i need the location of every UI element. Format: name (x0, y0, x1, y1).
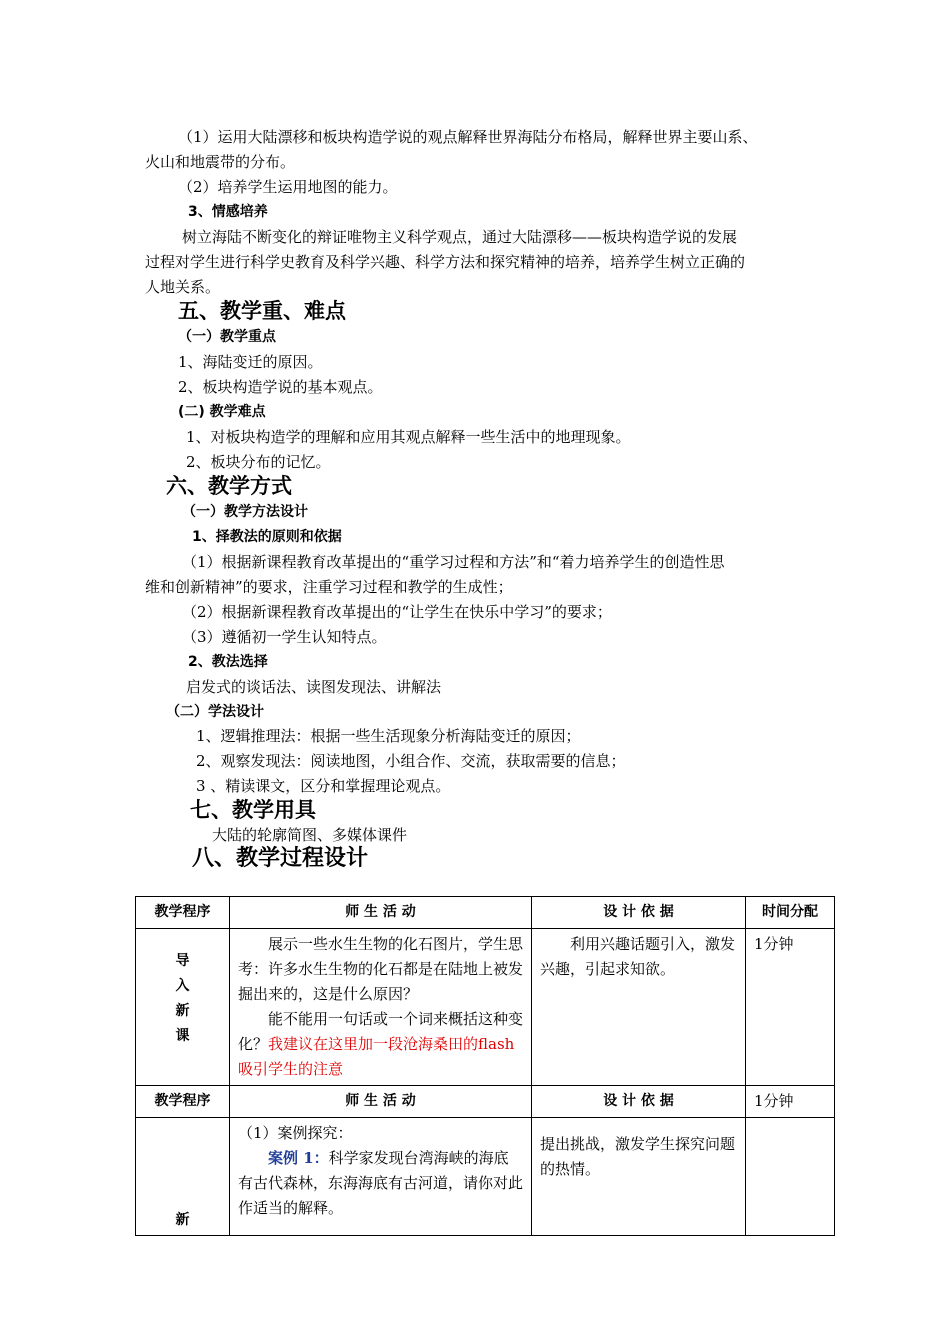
stage-char: 课 (175, 1028, 190, 1044)
study-method-3: 3 、精读课文，区分和掌握理论观点。 (196, 777, 451, 795)
method-design-heading: （一）教学方法设计 (182, 504, 308, 520)
header-time: 时间分配 (746, 897, 835, 929)
study-method-2: 2、观察发现法：阅读地图，小组合作、交流，获取需要的信息； (196, 752, 626, 770)
activity-new (230, 1118, 532, 1236)
header-basis: 设 计 依 据 (532, 897, 746, 929)
method-choice-text: 启发式的谈话法、读图发现法、讲解法 (186, 678, 442, 696)
activity-intro-p2 (238, 1007, 523, 1082)
teaching-tools-text: 大陆的轮廓简图、多媒体课件 (212, 826, 408, 844)
study-method-1: 1、逻辑推理法：根据一些生活现象分析海陆变迁的原因； (196, 727, 581, 745)
table-row-new (136, 1118, 835, 1236)
method-choice-heading: 2、教法选择 (188, 654, 268, 670)
time-intro: 1分钟 (746, 929, 835, 1086)
basis-new (532, 1118, 746, 1236)
emotion-line-1: 树立海陆不断变化的辩证唯物主义科学观点，通过大陆漂移——板块构造学说的发展 (182, 228, 738, 246)
stage-char: 导 (175, 953, 190, 969)
skill-item-1-line-1: （1）运用大陆漂移和板块构造学说的观点解释世界海陆分布格局，解释世界主要山系、 (178, 128, 758, 146)
section-5-title: 五、教学重、难点 (178, 299, 346, 323)
teaching-process-table (135, 896, 835, 1236)
header2-basis: 设 计 依 据 (532, 1086, 746, 1118)
section-7-title: 七、教学用具 (190, 798, 316, 822)
stage-char: 新 (175, 1003, 190, 1019)
skill-item-1-line-2: 火山和地震带的分布。 (145, 153, 296, 171)
skill-item-2: （2）培养学生运用地图的能力。 (178, 178, 398, 196)
basis-new-text: 提出挑战，激发学生探究问题的热情。 (540, 1135, 736, 1178)
section-6-title: 六、教学方式 (166, 474, 292, 498)
section-8-title: 八、教学过程设计 (192, 846, 369, 871)
difficulty-1: 1、对板块构造学的理解和应用其观点解释一些生活中的地理现象。 (186, 428, 631, 446)
emotion-line-3: 人地关系。 (145, 278, 221, 296)
stage-new (136, 1118, 230, 1236)
principle-1-line-1: （1）根据新课程教育改革提出的“重学习过程和方法”和“着力培养学生的创造性思 (182, 553, 725, 571)
activity-intro-question: 能不能用一句话或一个词来概括这种变化？ (238, 1010, 524, 1053)
key-point-2: 2、板块构造学说的基本观点。 (178, 378, 383, 396)
stage-char: 入 (175, 978, 190, 994)
difficulty-2: 2、板块分布的记忆。 (186, 453, 331, 471)
stage-char: 新 (175, 1212, 190, 1228)
emotion-heading: 3、情感培养 (188, 204, 268, 220)
basis-intro (532, 929, 746, 1086)
stage-intro (136, 929, 230, 1086)
study-design-heading: （二）学法设计 (166, 704, 264, 720)
header2-stage: 教学程序 (136, 1086, 230, 1118)
principle-3: （3）遵循初一学生认知特点。 (182, 628, 387, 646)
emotion-line-2: 过程对学生进行科学史教育及科学兴趣、科学方法和探究精神的培养，培养学生树立正确的 (145, 253, 746, 271)
header-stage: 教学程序 (136, 897, 230, 929)
header-activity: 师 生 活 动 (230, 897, 532, 929)
time-new (746, 1118, 835, 1236)
activity-intro-p1: 展示一些水生生物的化石图片，学生思考：许多水生生物的化石都是在陆地上被发掘出来的，这是什么原因？ (238, 935, 524, 1003)
principle-heading: 1、择教法的原则和依据 (192, 529, 342, 545)
key-point-1: 1、海陆变迁的原因。 (178, 353, 323, 371)
case-text: 科学家发现台湾海峡的海底有古代森林，东海海底有古河道，请你对此作适当的解释。 (238, 1149, 524, 1217)
case-intro: （1）案例探究： (238, 1124, 353, 1142)
difficulty-heading: (二) 教学难点 (178, 404, 266, 420)
header2-activity: 师 生 活 动 (230, 1086, 532, 1118)
key-points-heading: （一）教学重点 (178, 329, 276, 345)
principle-2: （2）根据新课程教育改革提出的“让学生在快乐中学习”的要求； (182, 603, 612, 621)
activity-intro-suggestion: 我建议在这里加一段沧海桑田的flash吸引学生的注意 (238, 1035, 515, 1078)
basis-intro-text: 利用兴趣话题引入，激发兴趣，引起求知欲。 (540, 935, 736, 978)
case-1 (238, 1146, 523, 1221)
case-label: 案例 1： (268, 1149, 329, 1167)
table-row-intro (136, 929, 835, 1086)
principle-1-line-2: 维和创新精神”的要求，注重学习过程和教学的生成性； (145, 578, 513, 596)
header2-time: 1分钟 (746, 1086, 835, 1118)
table-header-row-2 (136, 1086, 835, 1118)
activity-intro (230, 929, 532, 1086)
table-header-row (136, 897, 835, 929)
